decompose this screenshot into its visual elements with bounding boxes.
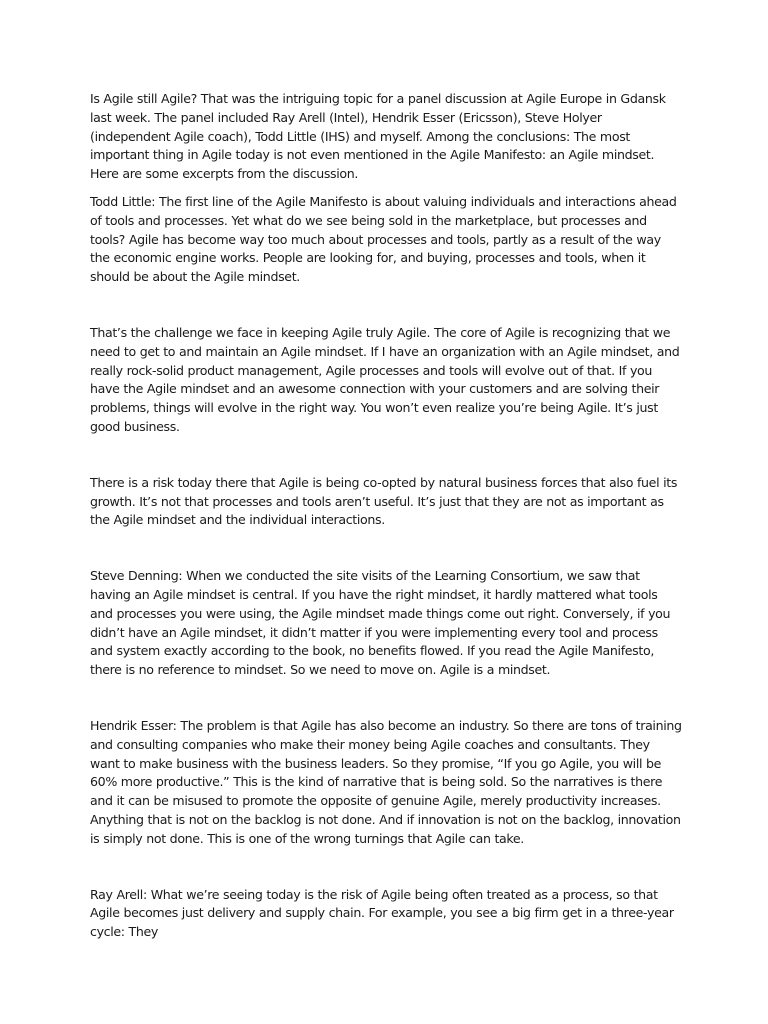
ray-arell-paragraph: Ray Arell: What we’re seeing today is the risk of Agile being often treated as a process, so that Agile becomes just delivery and supply chain. For example, you see a big firm get in a three-year cycle: They (90, 886, 674, 940)
todd-little-paragraph: Todd Little: The first line of the Agile Manifesto is about valuing individuals and interactions ahead of tools and processes. Yet what do we see being sold in the marketplace, but processes and tools? Agile has become way too much about processes and tools, partly as a result of the way the economic engine works. People are looking for, and buying, processes and tools, when it should be about the Agile mindset. (90, 193, 677, 285)
hendrik-esser-paragraph: Hendrik Esser: The problem is that Agile has also become an industry. So there are tons of training and consulting companies who make their money being Agile coaches and consultants. They want to make business with the business leaders. So they promise, “If you go Agile, you will be 60% more productive.” This is the kind of narrative that is being sold. So the narratives is there and it can be misused to promote the opposite of genuine Agile, merely productivity increases. Anything that is not on the backlog is not done. And if innovation is not on the backlog, innovation is simply not done. This is one of the wrong turnings that Agile can take. (90, 717, 682, 846)
agile-risk-paragraph: There is a risk today there that Agile is being co-opted by natural business forces that also fuel its growth. It’s not that processes and tools aren’t useful. It’s just that they are not as important as the Agile mindset and the individual interactions. (90, 474, 678, 528)
intro-paragraph: Is Agile still Agile? That was the intriguing topic for a panel discussion at Agile Europe in Gdansk last week. The panel included Ray Arell (Intel), Hendrik Esser (Ericsson), Steve Holyer (independent Agile coach), Todd Little (IHS) and myself. Among the conclusions: The most important thing in Agile today is not even mentioned in the Agile Manifesto: an Agile mindset. Here are some excerpts from the discussion. (90, 91, 666, 182)
document-body (90, 90, 682, 942)
steve-denning-paragraph: Steve Denning: When we conducted the site visits of the Learning Consortium, we saw that having an Agile mindset is central. If you have the right mindset, it hardly mattered what tools and processes you were using, the Agile mindset made things come out right. Conversely, if you didn’t have an Agile mindset, it didn’t matter if you were implementing every tool and process and system exactly according to the book, no benefits flowed. If you read the Agile Manifesto, there is no reference to mindset. So we need to move on. Agile is a mindset. (90, 568, 671, 678)
agile-challenge-paragraph: That’s the challenge we face in keeping Agile truly Agile. The core of Agile is recognizing that we need to get to and maintain an Agile mindset. If I have an organization with an Agile mindset, and really rock-solid product management, Agile processes and tools will evolve out of that. If you have the Agile mindset and an awesome connection with your customers and are solving their problems, things will evolve in the right way. You won’t even realize you’re being Agile. It’s just good business. (90, 324, 680, 434)
